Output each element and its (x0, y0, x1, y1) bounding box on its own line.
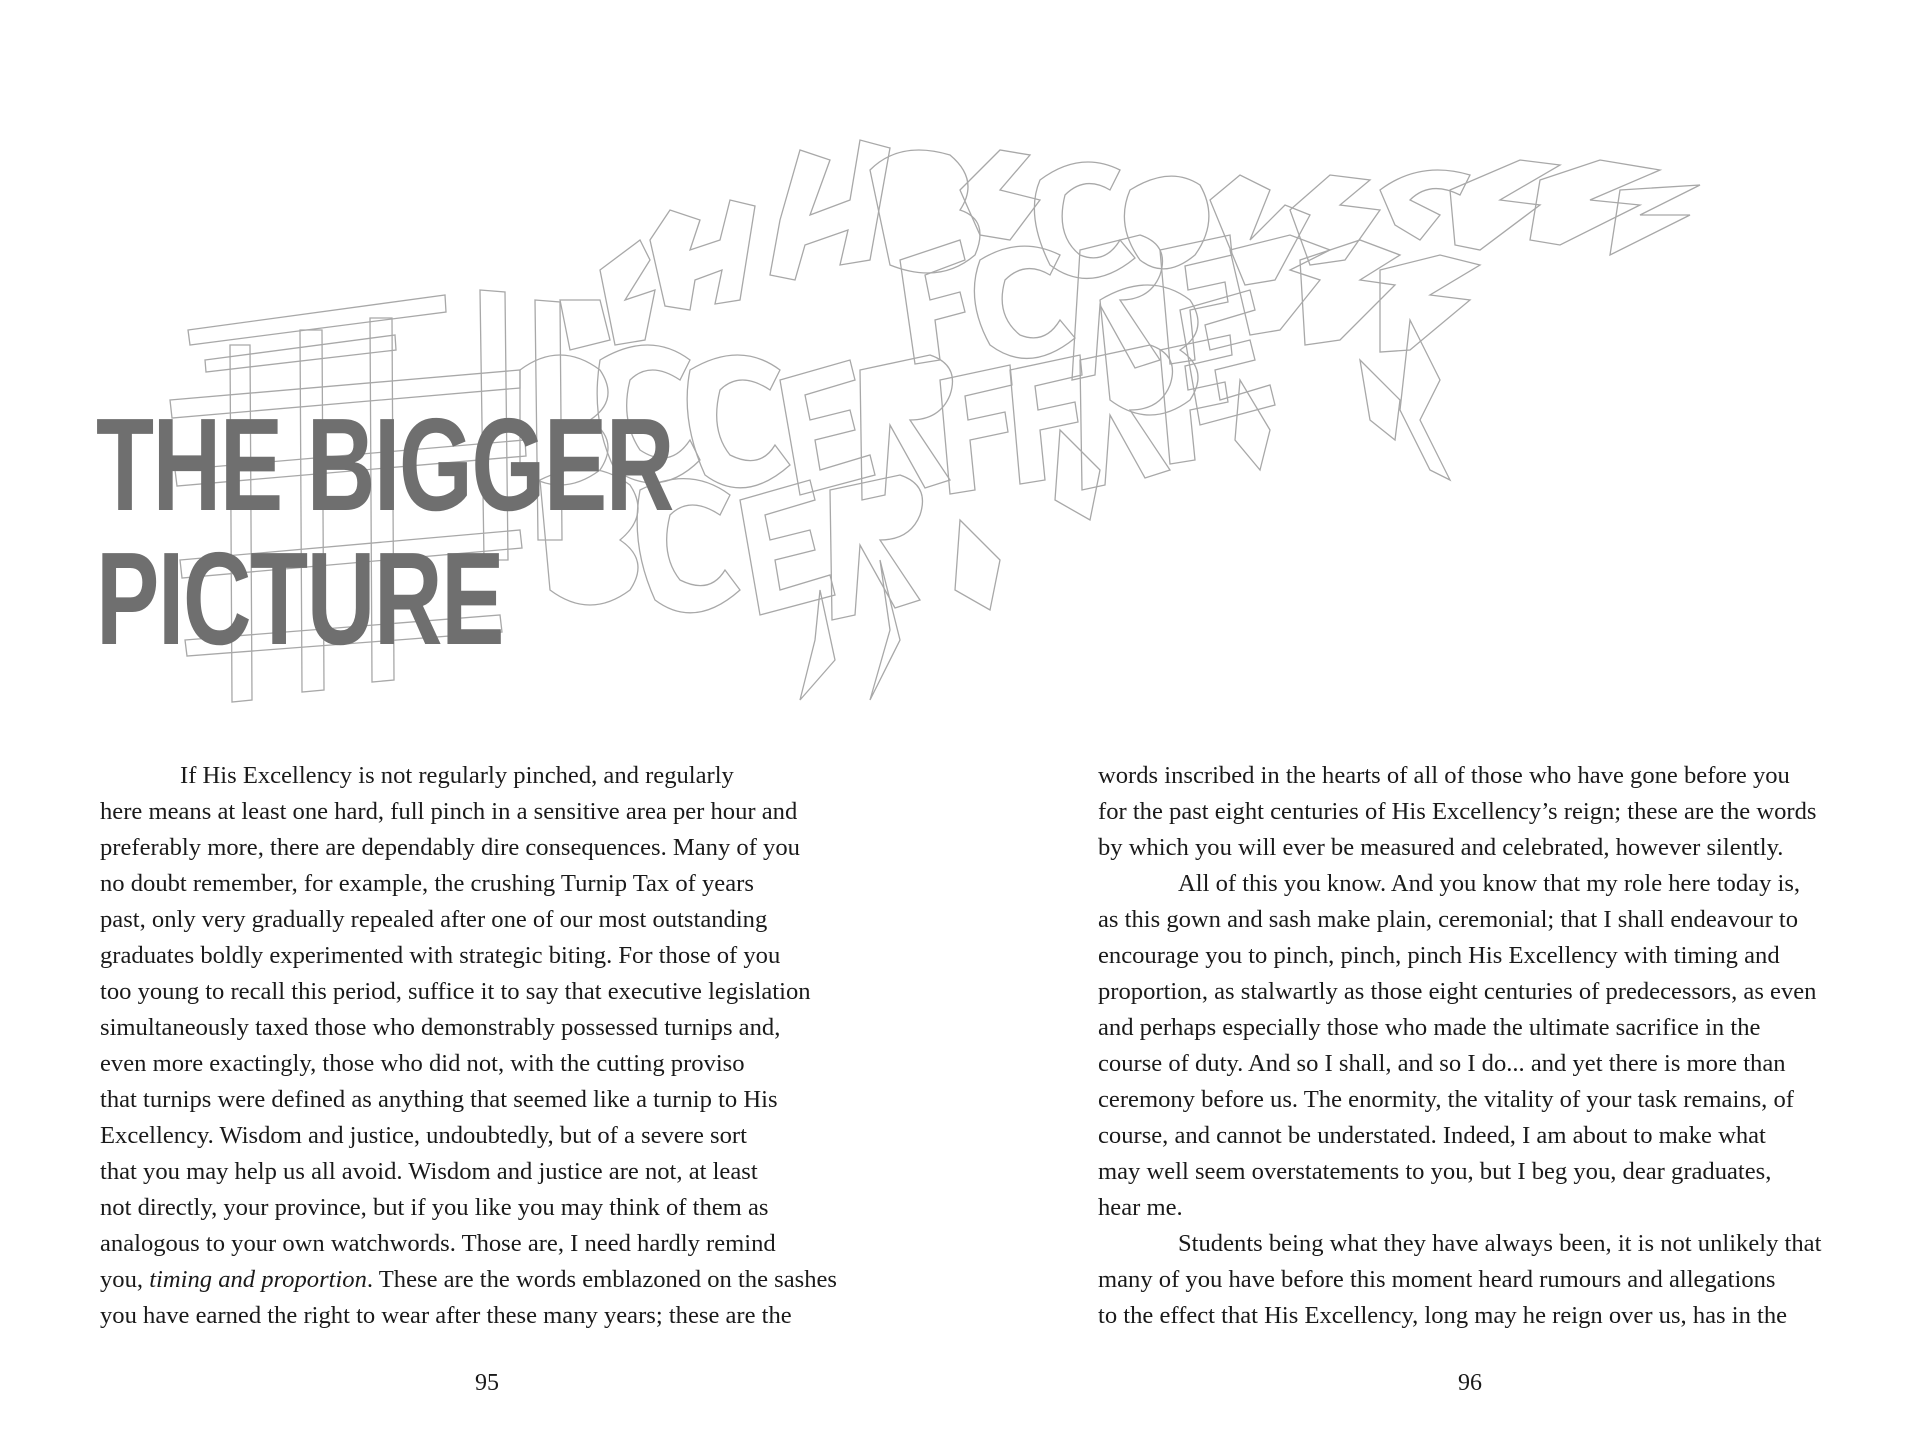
chapter-title-line-1: THE BIGGER (96, 391, 674, 538)
text-line: by which you will ever be measured and celebrated, however silently. (1098, 834, 1784, 861)
text-line: here means at least one hard, full pinch in a sensitive area per hour and (100, 798, 798, 825)
text-line: too young to recall this period, suffice it to say that executive legislation (100, 978, 811, 1005)
text-line: course of duty. And so I shall, and so I do... and yet there is more than (1098, 1050, 1786, 1077)
text-line: graduates boldly experimented with strategic biting. For those of you (100, 942, 781, 969)
text-line: many of you have before this moment heard rumours and allegations (1098, 1266, 1776, 1293)
text-line: If His Excellency is not regularly pinched, and regularly (180, 762, 734, 789)
text-line: Students being what they have always been, it is not unlikely that (1178, 1230, 1822, 1257)
text-line: may well seem overstatements to you, but I beg you, dear graduates, (1098, 1158, 1772, 1185)
text-line: analogous to your own watchwords. Those are, I need hardly remind (100, 1230, 776, 1257)
text-line: hear me. (1098, 1194, 1183, 1221)
text-line: proportion, as stalwartly as those eight centuries of predecessors, as even (1098, 978, 1817, 1005)
right-paragraph (1098, 866, 1858, 902)
page-number-left: 95 (475, 1370, 499, 1396)
text-line: even more exactingly, those who did not, with the cutting proviso (100, 1050, 745, 1077)
text-line: ceremony before us. The enormity, the vitality of your task remains, of (1098, 1086, 1794, 1113)
text-segment: you, (100, 1266, 150, 1293)
text-line: past, only very gradually repealed after one of our most outstanding (100, 906, 768, 933)
text-line: Excellency. Wisdom and justice, undoubtedly, but of a severe sort (100, 1122, 747, 1149)
left-page-body (100, 758, 860, 1334)
text-line: as this gown and sash make plain, ceremonial; that I shall endeavour to (1098, 906, 1799, 933)
text-line: not directly, your province, but if you like you may think of them as (100, 1194, 769, 1221)
right-paragraph (1098, 1226, 1858, 1262)
text-line: course, and cannot be understated. Indeed, I am about to make what (1098, 1122, 1766, 1149)
text-line: no doubt remember, for example, the crushing Turnip Tax of years (100, 870, 754, 897)
right-page-body (1098, 758, 1858, 1334)
text-line: preferably more, there are dependably dire consequences. Many of you (100, 834, 800, 861)
text-line: All of this you know. And you know that my role here today is, (1178, 870, 1801, 897)
text-line (100, 1262, 860, 1298)
text-line: encourage you to pinch, pinch, pinch His Excellency with timing and (1098, 942, 1780, 969)
text-line: and perhaps especially those who made the ultimate sacrifice in the (1098, 1014, 1761, 1041)
page-number-right: 96 (1458, 1370, 1482, 1396)
chapter-title-line-2: PICTURE (96, 525, 504, 672)
italic-phrase: timing and proportion (149, 1266, 367, 1293)
text-line: to the effect that His Excellency, long may he reign over us, has in the (1098, 1302, 1788, 1329)
text-line: simultaneously taxed those who demonstrably possessed turnips and, (100, 1014, 781, 1041)
text-segment: . These are the words emblazoned on the sashes (366, 1266, 837, 1293)
text-line: words inscribed in the hearts of all of those who have gone before you (1098, 762, 1790, 789)
text-line: you have earned the right to wear after these many years; these are the (100, 1302, 792, 1329)
text-line: for the past eight centuries of His Excellency’s reign; these are the words (1098, 798, 1817, 825)
text-line: that turnips were defined as anything that seemed like a turnip to His (100, 1086, 778, 1113)
text-line: that you may help us all avoid. Wisdom and justice are not, at least (100, 1158, 758, 1185)
chapter-title (96, 391, 674, 672)
left-paragraph (100, 758, 860, 794)
